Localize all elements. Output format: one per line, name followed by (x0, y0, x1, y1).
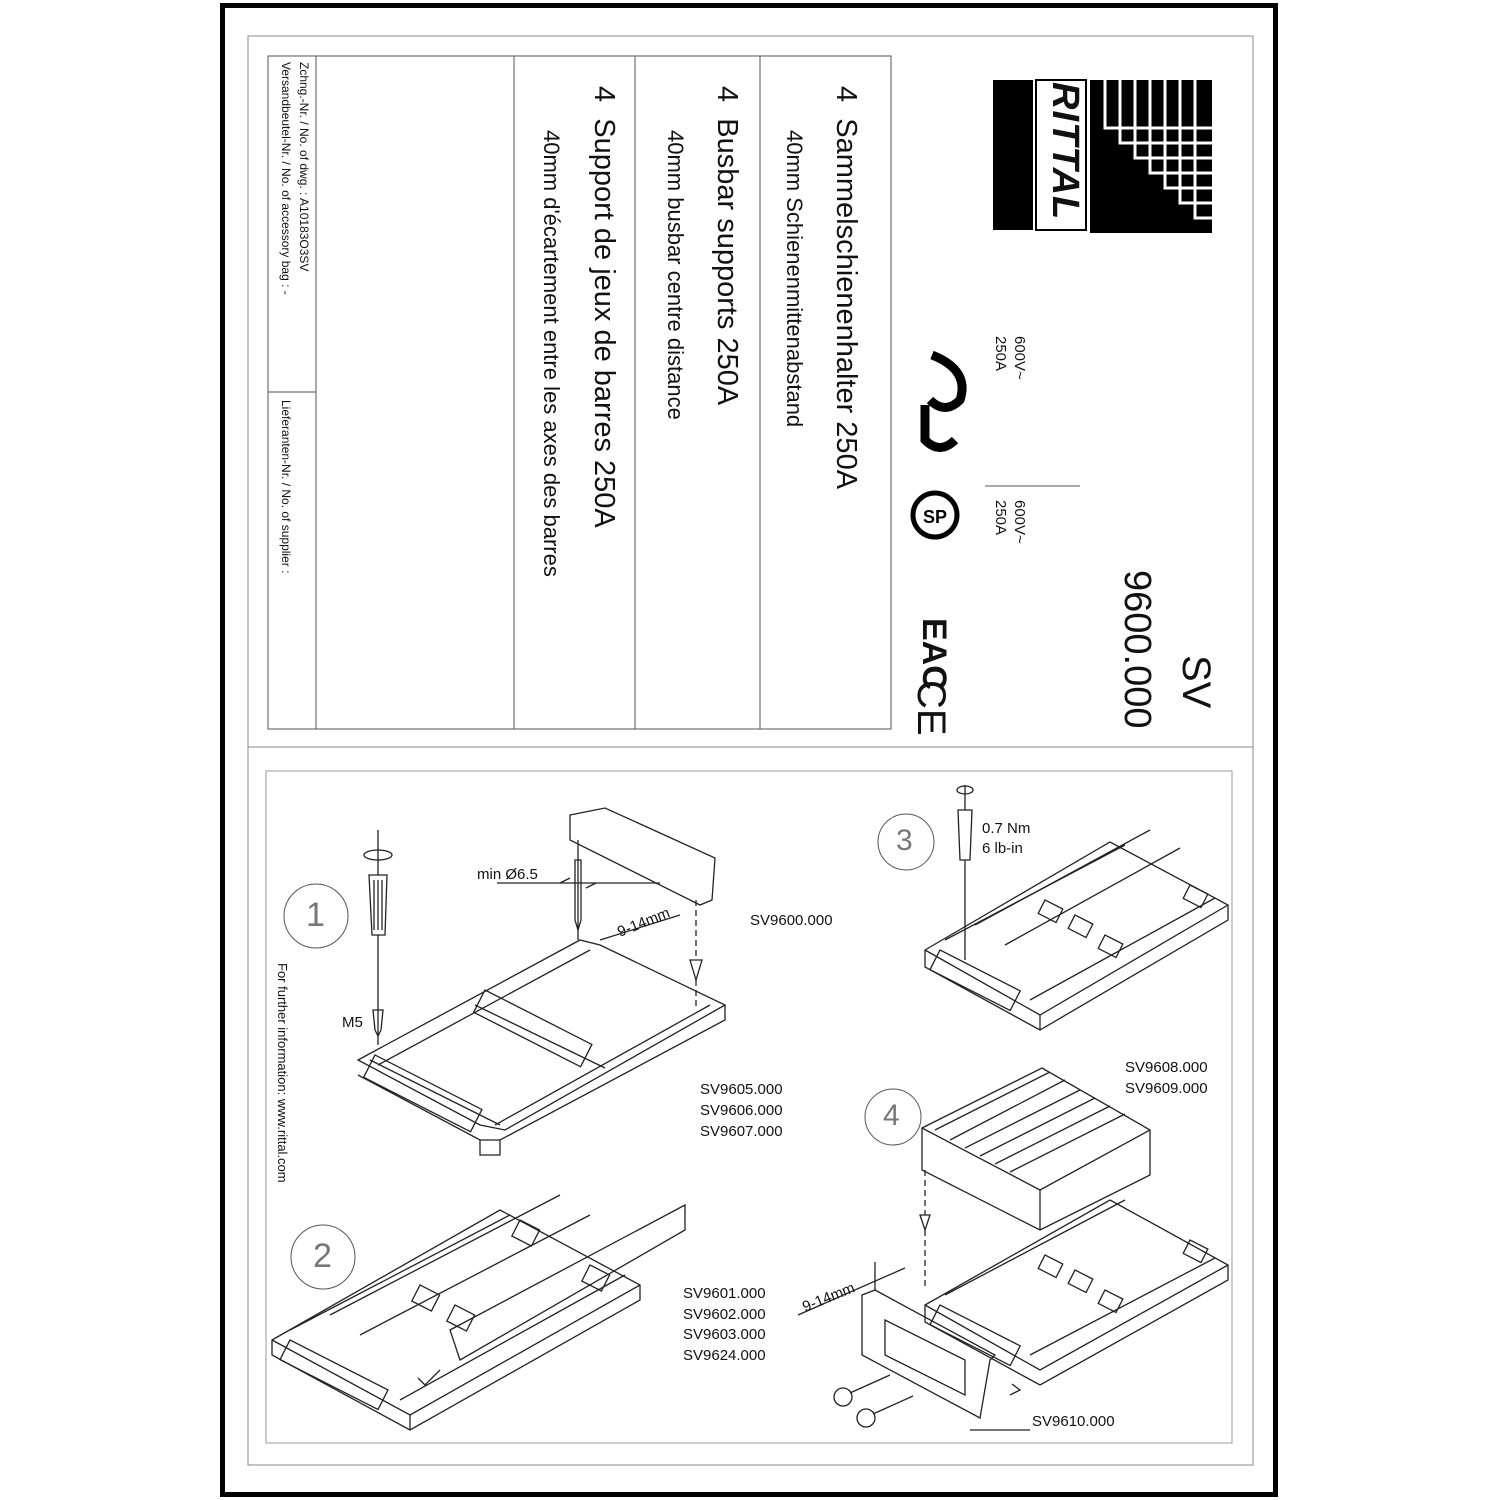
step2-number: 2 (313, 1237, 332, 1275)
csa-voltage: 600V~ (1011, 500, 1028, 544)
step1-distance-label: 9-14mm (615, 904, 673, 941)
product-prefix: SV (1174, 655, 1218, 709)
step4-distance-label: 9-14mm (800, 1279, 858, 1316)
rittal-logo (993, 80, 1212, 233)
csa-logo-icon (913, 493, 957, 537)
drawing-number: Zchng.-Nr. / No. of dwg. : A10183O3SV (297, 62, 311, 272)
desc-en-title: 4 Busbar supports 250A (711, 86, 743, 406)
ul-logo-icon (925, 355, 962, 448)
cover-part: SV9609.000 (1125, 1080, 1208, 1097)
desc-fr-subtitle: 40mm d'écartement entre les axes des barres (539, 130, 564, 577)
torque-lbin: 6 lb-in (982, 840, 1023, 857)
ul-voltage: 600V~ (1011, 336, 1028, 380)
rail-parts-list (700, 1079, 783, 1142)
busbar-parts-list (683, 1284, 766, 1366)
desc-en-subtitle: 40mm busbar centre distance (663, 130, 688, 420)
drill-diameter-label: min Ø6.5 (477, 866, 538, 883)
busbar-part: SV9624.000 (683, 1346, 766, 1364)
end-cover-part-label: SV9610.000 (1032, 1413, 1115, 1430)
further-info-note: For further information: www.rittal.com (275, 963, 290, 1183)
torque-spec (982, 819, 1030, 859)
desc-de-title: 4 Sammelschienenhalter 250A (830, 86, 862, 490)
cover-part: SV9608.000 (1125, 1059, 1208, 1076)
step1-number: 1 (306, 896, 325, 934)
step1-drawing (358, 808, 725, 1155)
busbar-part: SV9601.000 (683, 1285, 766, 1302)
desc-fr-title: 4 Support de jeux de barres 250A (588, 86, 620, 528)
step3-drawing (925, 785, 1228, 1030)
product-number: 9600.000 (1116, 570, 1158, 729)
ul-current: 250A (992, 336, 1009, 372)
rail-part: SV9607.000 (700, 1123, 783, 1140)
step4-number: 4 (883, 1099, 900, 1132)
busbar-part: SV9602.000 (683, 1305, 766, 1323)
screw-size-label: M5 (342, 1014, 363, 1031)
busbar-part: SV9603.000 (683, 1326, 766, 1343)
accessory-bag-number: Versandbeutel-Nr. / No. of accessory bag : - (279, 62, 293, 295)
supplier-number: Lieferanten-Nr. / No. of supplier : (279, 400, 293, 574)
svg-text:SP: SP (923, 507, 948, 527)
ce-mark-icon: CE (909, 680, 953, 736)
csa-current: 250A (992, 500, 1009, 536)
torque-nm: 0.7 Nm (982, 820, 1031, 837)
eac-mark-icon: EAC (915, 618, 953, 690)
brand-name: RITTAL (1044, 82, 1086, 221)
rail-part: SV9606.000 (700, 1102, 783, 1119)
step3-number: 3 (896, 824, 913, 857)
desc-de-subtitle: 40mm Schienenmittenabstand (782, 130, 807, 428)
step4-drawing (798, 1068, 1228, 1430)
step2-drawing (272, 1195, 685, 1430)
rail-part: SV9605.000 (700, 1081, 783, 1098)
cover-parts-list (1125, 1057, 1208, 1099)
support-part-label: SV9600.000 (750, 912, 833, 929)
